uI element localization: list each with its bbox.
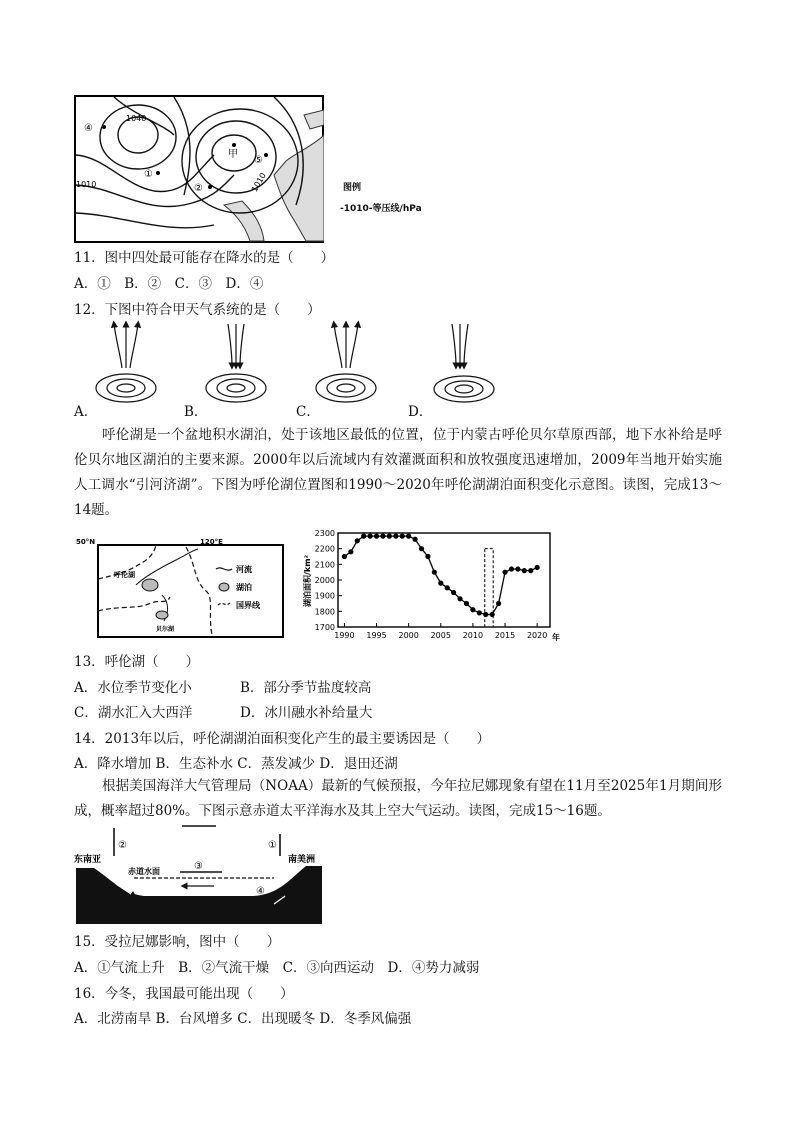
data-point <box>515 566 520 571</box>
data-point <box>380 534 385 539</box>
q12-stem: 12．下图中符合甲天气系统的是（ ） <box>74 302 321 318</box>
data-point <box>477 610 482 615</box>
q12-option-a[interactable]: A． <box>74 404 98 420</box>
q14-options[interactable]: A．降水增加 B．生态补水 C．蒸发减少 D．退田还湖 <box>74 756 398 772</box>
passage-la-nina: 根据美国海洋大气管理局（NOAA）最新的气候预报，今年拉尼娜现象有望在11月至2025年1月期间形成，概率超过80%。下图示意赤道太平洋海水及其上空大气运动。读图，完成15～16题。 <box>74 778 722 819</box>
x-tick-label: 1995 <box>366 631 387 640</box>
lake-label-beier: 贝尔湖 <box>156 626 175 633</box>
q13-option-b[interactable]: B．部分季节盐度较高 <box>240 680 372 696</box>
q11-options[interactable]: A．① B．② C．③ D．④ <box>74 276 264 292</box>
label-2: ② <box>118 840 127 851</box>
hulun-lake-location-map <box>76 535 296 640</box>
lake-area-chart <box>300 527 570 645</box>
y-tick-label: 1900 <box>314 591 335 601</box>
point-label: ⑤ <box>254 155 263 166</box>
x-tick-label: 2010 <box>462 631 484 640</box>
q12-option-d[interactable]: D． <box>408 404 433 420</box>
chart-frame <box>338 533 550 627</box>
q11-stem: 11．图中四处最可能存在降水的是（ ） <box>74 250 335 266</box>
label-4: ④ <box>256 886 265 897</box>
data-point <box>406 534 411 539</box>
legend-lake: 湖泊 <box>236 583 252 592</box>
label-southeast-asia: 东南亚 <box>74 855 102 865</box>
option-d-rings <box>432 374 496 404</box>
option-c-diagram <box>316 324 376 402</box>
legend-title: 图例 <box>343 183 362 193</box>
label-south-america: 南美洲 <box>288 855 316 865</box>
data-point <box>432 570 437 575</box>
option-b-diagram <box>206 324 266 402</box>
data-point <box>502 570 507 575</box>
isobar-map <box>74 95 324 243</box>
q15-stem: 15．受拉尼娜影响，图中（ ） <box>74 934 281 950</box>
point-label: ④ <box>84 123 93 134</box>
label-1: ① <box>268 840 277 851</box>
x-tick-label: 1990 <box>334 631 355 640</box>
lake-label-hulun: 呼伦湖 <box>114 571 135 579</box>
passage-hulun-lake: 呼伦湖是一个盆地积水湖泊，处于该地区最低的位置，位于内蒙古呼伦贝尔草原西部，地下水补给是呼伦贝尔地区湖泊的主要来源。2000年以后流域内有效灌溉面积和放牧强度迅速增加，2009年当地开始实施人工调水“引河济湖”。下图为呼伦湖位置图和1990～2020年呼伦湖湖泊面积变化示意图。读图，完成13～14题。 <box>74 427 722 518</box>
data-point <box>483 612 488 617</box>
point-label: ① <box>144 169 153 180</box>
center-label: 甲 <box>228 149 238 160</box>
x-tick-label: 2015 <box>494 631 516 640</box>
x-tick-label: 2000 <box>398 631 419 640</box>
y-tick-label: 2200 <box>314 544 335 554</box>
isobar-label: 1010 <box>76 180 97 189</box>
point-label: ② <box>194 183 203 194</box>
map-legend <box>340 180 422 214</box>
data-point <box>509 566 514 571</box>
data-point <box>387 534 392 539</box>
label-3: ③ <box>194 861 203 872</box>
legend-isobar-text: 等压线/hPa <box>372 204 422 214</box>
data-point <box>355 538 360 543</box>
legend-river: 河流 <box>236 565 252 574</box>
option-a-diagram <box>96 324 156 402</box>
isobar-label: 1010 <box>249 171 268 194</box>
data-point <box>438 581 443 586</box>
latitude-label: 50°N <box>76 538 96 546</box>
longitude-label: 120°E <box>200 538 223 546</box>
x-tick-label: 2005 <box>430 631 451 640</box>
data-point <box>368 534 373 539</box>
data-point <box>490 612 495 617</box>
legend-isobar-symbol: -1010- <box>340 204 373 214</box>
data-point <box>522 568 527 573</box>
data-point <box>425 554 430 559</box>
data-point <box>361 534 366 539</box>
data-point <box>496 601 501 606</box>
data-point <box>374 534 379 539</box>
label-equator-surface: 赤道水面 <box>128 867 160 876</box>
y-tick-label: 2100 <box>314 560 335 570</box>
data-point <box>535 565 540 570</box>
q12-option-c[interactable]: C． <box>296 404 320 420</box>
data-point <box>464 601 469 606</box>
q13-stem: 13．呼伦湖（ ） <box>74 654 200 670</box>
chart-xlabel: 年 <box>552 633 560 642</box>
lake-area-line <box>344 536 537 614</box>
data-point <box>348 549 353 554</box>
data-point <box>342 554 347 559</box>
q16-options[interactable]: A．北涝南旱 B．台风增多 C．出现暖冬 D．冬季风偏强 <box>74 1011 412 1027</box>
q13-option-a[interactable]: A．水位季节变化小 <box>74 680 192 696</box>
q13-option-d[interactable]: D．冰川融水补给量大 <box>240 705 373 721</box>
y-tick-label: 1800 <box>314 607 335 617</box>
data-point <box>451 590 456 595</box>
q12-option-b[interactable]: B． <box>184 404 208 420</box>
data-point <box>445 585 450 590</box>
equatorial-pacific-diagram <box>74 822 324 926</box>
data-point <box>419 546 424 551</box>
x-tick-label: 2020 <box>526 631 548 640</box>
data-point <box>400 534 405 539</box>
chart-ylabel: 湖泊面积/km² <box>303 554 312 607</box>
data-point <box>528 568 533 573</box>
q14-stem: 14．2013年以后，呼伦湖湖泊面积变化产生的最主要诱因是（ ） <box>74 731 491 747</box>
data-point <box>470 607 475 612</box>
q16-stem: 16．今冬，我国最可能出现（ ） <box>74 986 294 1002</box>
data-point <box>393 534 398 539</box>
data-point <box>457 596 462 601</box>
isobar-label: 1040 <box>126 114 147 123</box>
y-tick-label: 2300 <box>314 529 335 538</box>
y-tick-label: 2000 <box>314 576 335 585</box>
data-point <box>412 537 417 542</box>
legend-border: 国界线 <box>236 601 260 610</box>
y-tick-label: 1700 <box>314 623 335 632</box>
q13-option-c[interactable]: C．湖水汇入大西洋 <box>74 705 193 721</box>
q15-options[interactable]: A．①气流上升 B．②气流干燥 C．③向西运动 D．④势力减弱 <box>74 960 480 976</box>
